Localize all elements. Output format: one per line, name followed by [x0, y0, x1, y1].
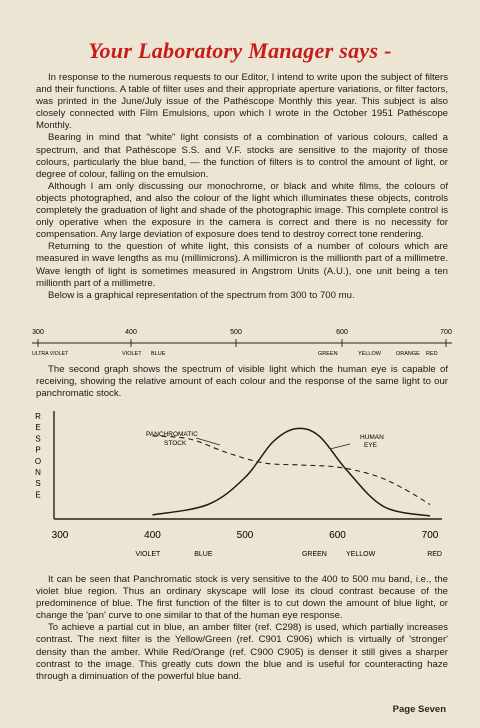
y-axis-label	[35, 412, 41, 499]
panchromatic-curve	[153, 436, 431, 505]
x-tick-label: 700	[421, 530, 439, 541]
scale-tick-label: 500	[230, 329, 242, 336]
scale-tick-label: 700	[440, 329, 452, 336]
scale-colour-label: RED	[426, 351, 438, 357]
paragraph: Bearing in mind that "white" light consists of a combination of various colours, called a spectrum, and that Pathéscope S.S. and V.F. stocks are sensitive to the majority of those colours, particularly the blue band, — the function of filters is to control the amount of light, or degree of colour, falling on the emulsion.	[36, 132, 448, 180]
y-axis-label-letter: E	[35, 490, 41, 500]
y-axis-label-letter: R	[35, 412, 41, 421]
y-axis-label-letter: O	[34, 456, 42, 466]
intro-text	[36, 72, 448, 302]
scale-colour-label: VIOLET	[122, 351, 142, 357]
y-axis-label-letter: E	[35, 423, 41, 433]
scale-tick-label: 300	[32, 329, 44, 336]
x-tick-label: 300	[51, 530, 69, 541]
x-tick-label: 600	[329, 530, 346, 541]
paragraph: In response to the numerous requests to our Editor, I intend to write upon the subject of filters and their functions. A table of filter uses and their appropriate aperture variations, or filter factors, was printed in the June/July issue of the Pathéscope Monthly this year. This subject is also closely connected with Film Emulsions, upon which I wrote in the October 1951 Pathéscope Monthly.	[36, 72, 448, 132]
paragraph: The second graph shows the spectrum of visible light which the human eye is capable of receiving, showing the relative amount of each colour and the response of the same light to our panchromatic stock.	[36, 364, 448, 400]
series-label-panchromatic-2: STOCK	[164, 440, 187, 447]
human-eye-curve	[153, 428, 431, 516]
page-title: Your Laboratory Manager says -	[88, 38, 392, 63]
paragraph: To achieve a partial cut in blue, an amber filter (ref. C298) is used, which partially increases contrast. The next filter is the Yellow/Green (ref. C901 C906) which is virtually of 'stronger' density than the amber. While Red/Orange (ref. C900 C905) is denser it still gives a sharper contrast to the image. This greatly cuts down the blue and is useful for counteracting haze through a diminuation of the powerful blue band.	[36, 622, 448, 682]
paragraph: Returning to the question of white light, this consists of a number of colours which are measured in wave lengths as mu (millimicrons). A millimicron is the millionth part of a millimetre. Wave length of light is sometimes measured in Angstrom Units (A.U.), one unit being a ten millionth part of a millimetre.	[36, 241, 448, 289]
x-colour-label: GREEN	[301, 551, 327, 558]
page-number: Page Seven	[392, 704, 446, 715]
middle-text	[36, 364, 448, 400]
series-label-human-eye-2: EYE	[364, 442, 378, 449]
y-axis-label-letter: N	[35, 468, 41, 477]
series-label-human-eye: HUMAN	[360, 434, 384, 441]
scale-colour-label: ULTRA VIOLET	[32, 351, 69, 357]
paragraph: Although I am only discussing our monochrome, or black and white films, the colours of objects photographed, and also the colour of the light which illuminates these objects, controls completely the graduation of light and shade of the photographic image. This complete control is only operative when the exposure in the camera is correct and there is no necessity for compensation. Any large deviation of exposure does tend to destroy correct tone rendering.	[36, 180, 448, 241]
scale-tick-label: 600	[336, 329, 348, 336]
y-axis-label-letter: S	[35, 479, 41, 489]
leader-line	[330, 444, 350, 449]
x-colour-label: VIOLET	[135, 551, 161, 558]
x-colour-label: RED	[427, 551, 442, 558]
scale-colour-label: ORANGE	[396, 351, 420, 357]
x-tick-label: 500	[236, 530, 254, 541]
x-colour-label: YELLOW	[346, 551, 376, 558]
closing-text	[36, 574, 448, 683]
response-chart	[30, 405, 450, 565]
y-axis-label-letter: P	[35, 445, 41, 455]
x-tick-label: 400	[144, 530, 161, 541]
scale-colour-label: BLUE	[151, 351, 166, 357]
scale-colour-label: GREEN	[318, 351, 338, 357]
series-label-panchromatic: PANCHROMATIC	[146, 431, 198, 438]
paragraph: It can be seen that Panchromatic stock is very sensitive to the 400 to 500 mu band, i.e., the violet blue region. Thus an ordinary skyscape will lose its cloud contrast because of the predominence of blue. The first function of the filter is to cut down the amount of blue light, or change the 'pan' curve to one similar to that of the human eye response.	[36, 574, 448, 622]
spectrum-scale	[28, 324, 456, 364]
scale-tick-label: 400	[125, 329, 137, 336]
x-colour-label: BLUE	[194, 551, 213, 558]
y-axis-label-letter: S	[35, 434, 41, 444]
paragraph: Below is a graphical representation of the spectrum from 300 to 700 mu.	[48, 289, 355, 301]
scale-colour-label: YELLOW	[358, 351, 381, 357]
